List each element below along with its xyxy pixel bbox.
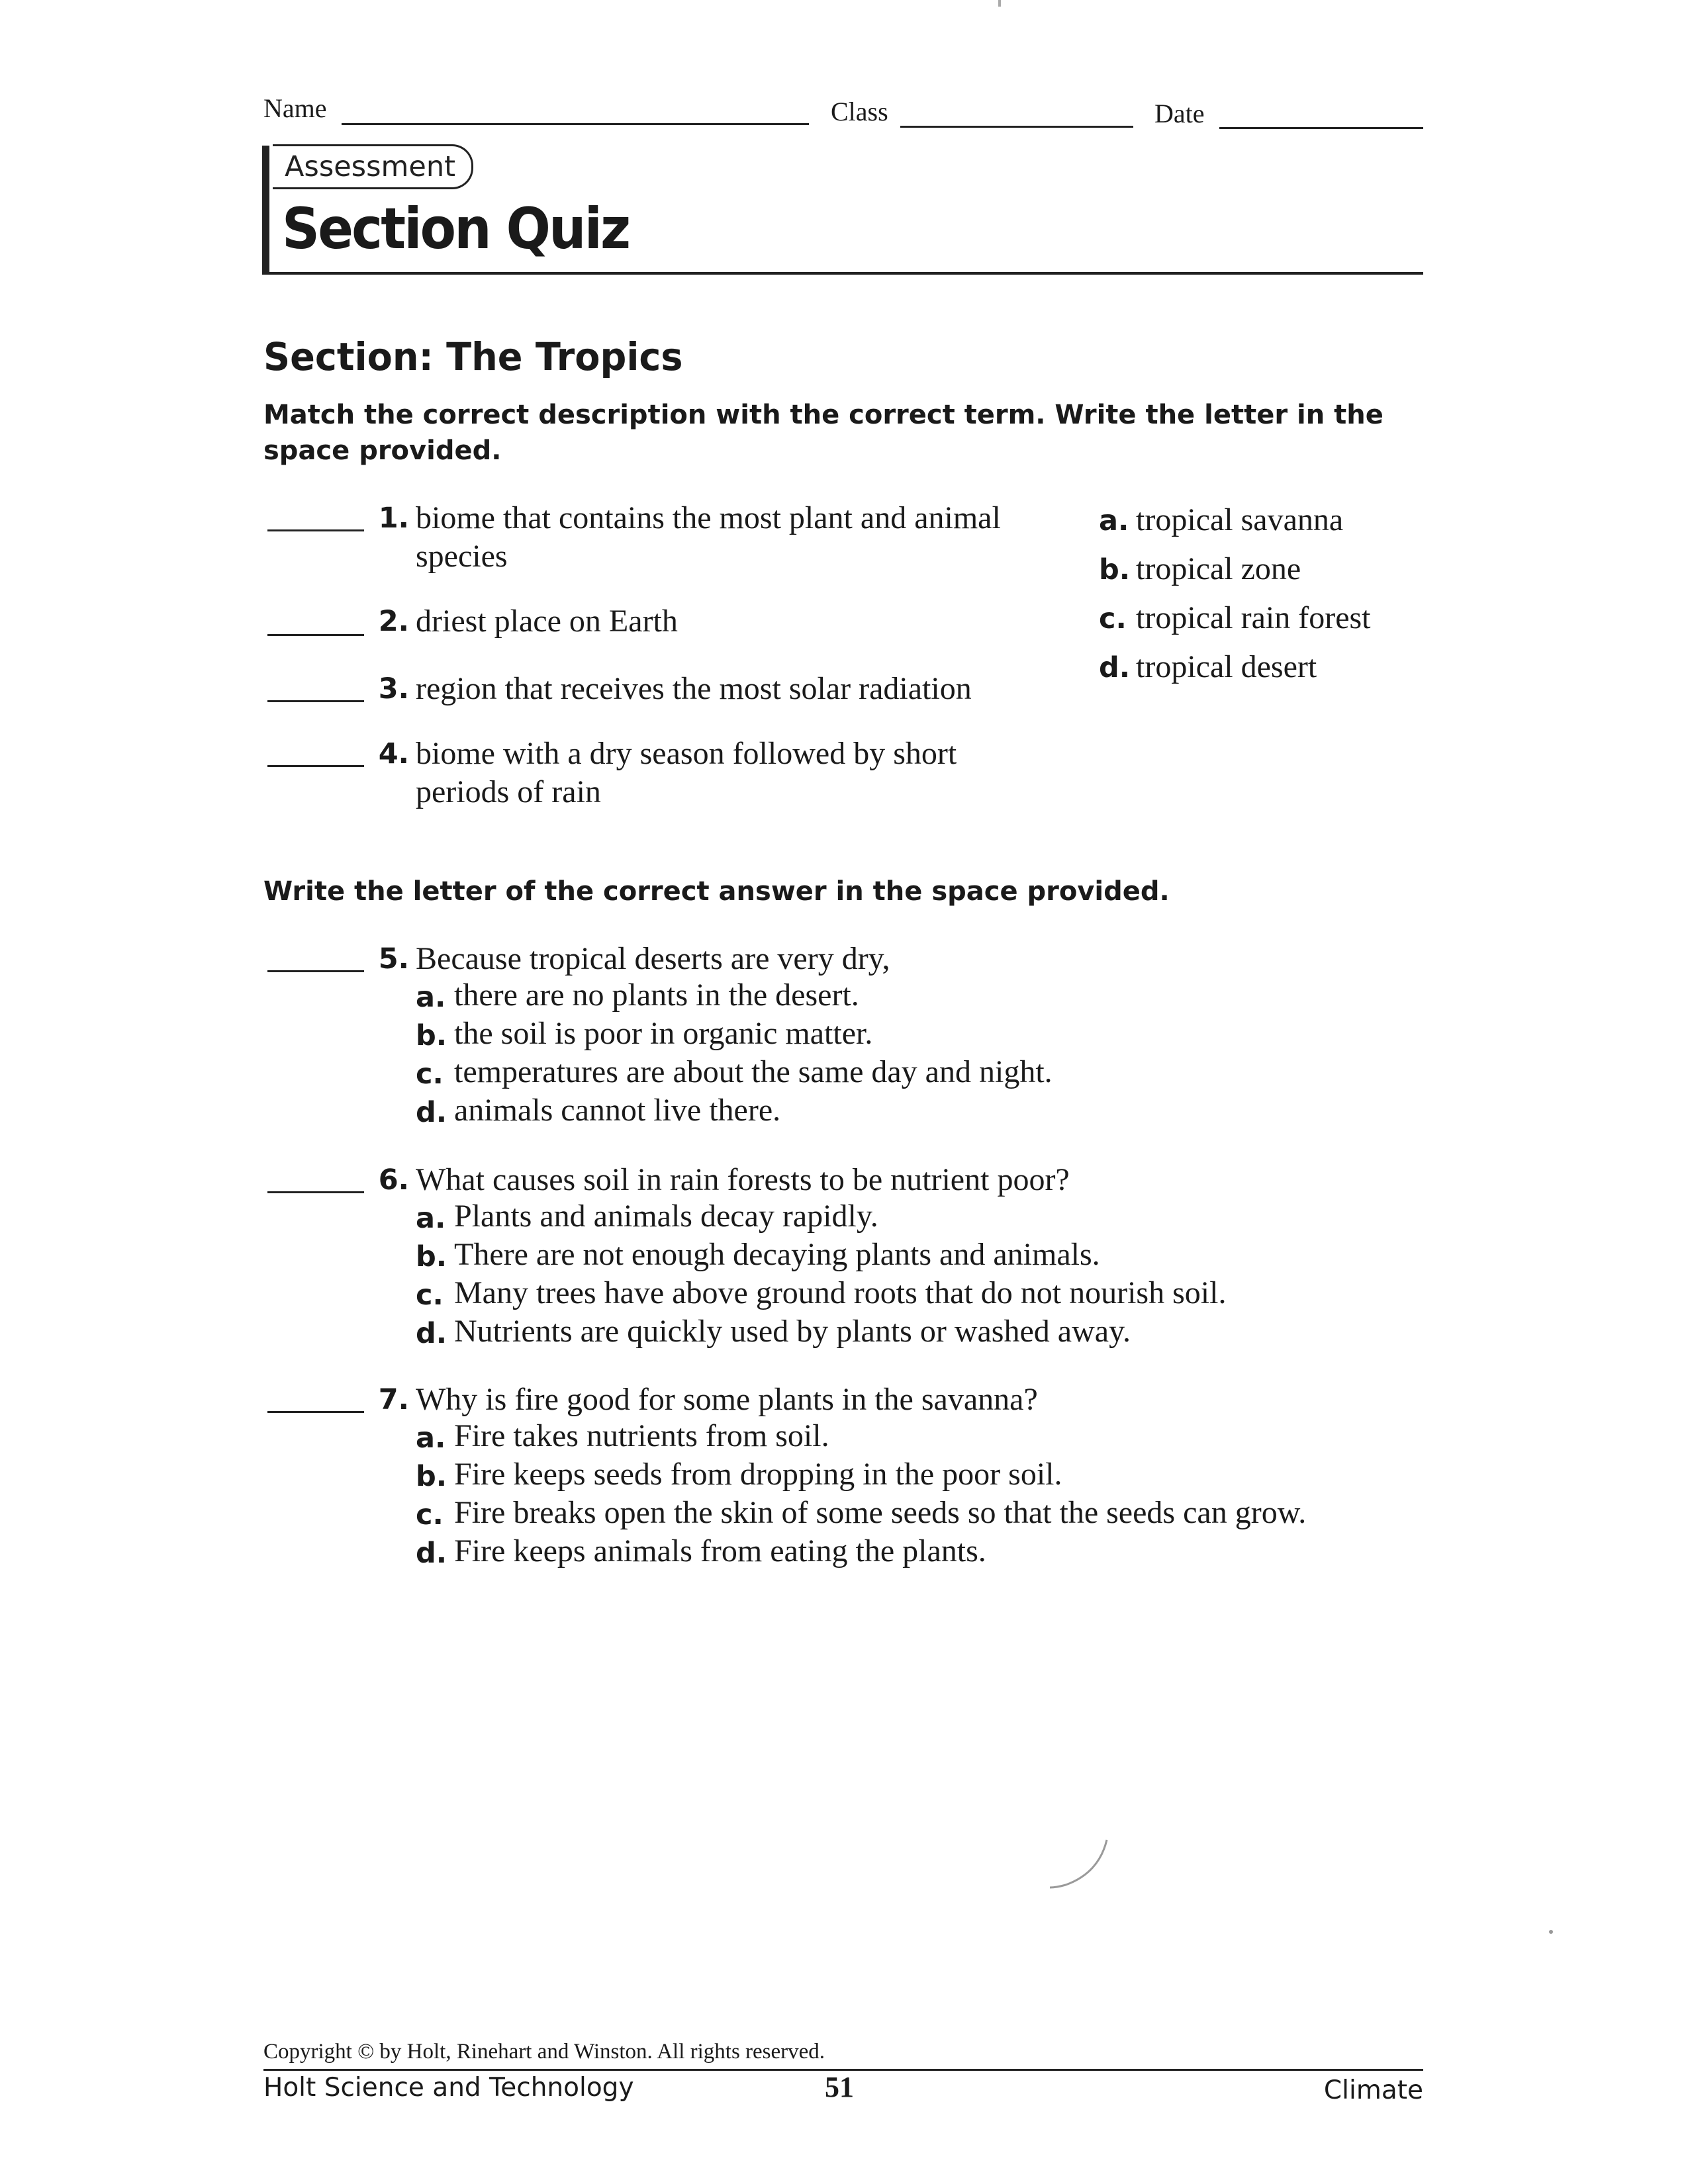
question-number: 7. [378,1383,409,1416]
option-text: the soil is poor in organic matter. [454,1016,873,1051]
assessment-tag: Assessment [273,144,473,189]
date-field[interactable] [1219,127,1423,129]
answer-blank-7[interactable] [267,1411,364,1413]
question-number: 2. [378,605,409,638]
class-label: Class [831,97,888,126]
option-text: Nutrients are quickly used by plants or washed away. [454,1314,1131,1349]
answer-blank-2[interactable] [267,634,364,636]
section-heading: Section: The Tropics [263,334,683,379]
option-text: Plants and animals decay rapidly. [454,1199,878,1234]
question-stem: Why is fire good for some plants in the savanna? [416,1382,1038,1417]
term-text: tropical desert [1136,649,1317,684]
option-letter: b. [416,1019,447,1052]
option-text: Many trees have above ground roots that do not nourish soil. [454,1275,1227,1310]
option-letter: c. [416,1058,444,1091]
answer-blank-6[interactable] [267,1191,364,1193]
option-letter: b. [416,1240,447,1273]
option-letter: a. [416,1422,446,1455]
question-number: 1. [378,502,409,535]
title-rule [262,272,1423,275]
dust-speck [998,0,1001,7]
question-number: 4. [378,737,409,770]
page-title: Section Quiz [282,196,630,262]
option-letter: d. [416,1096,447,1129]
class-field[interactable] [900,126,1133,128]
dust-speck [1549,1930,1553,1934]
option-text: There are not enough decaying plants and animals. [454,1237,1100,1272]
answer-blank-4[interactable] [267,765,364,767]
option-text: Fire takes nutrients from soil. [454,1418,829,1453]
option-text: there are no plants in the desert. [454,978,859,1013]
term-letter: d. [1099,651,1131,684]
question-number: 6. [378,1163,409,1197]
question-text: biome with a dry season followed by short periods of rain [416,736,957,809]
option-text: animals cannot live there. [454,1093,781,1128]
term-letter: a. [1099,504,1129,537]
question-number: 3. [378,672,409,705]
answer-blank-5[interactable] [267,970,364,972]
question-text: biome that contains the most plant and animal species [416,500,1001,574]
option-text: Fire breaks open the skin of some seeds so that the seeds can grow. [454,1495,1307,1530]
page-number: 51 [825,2071,854,2103]
option-text: Fire keeps animals from eating the plants. [454,1533,986,1569]
question-number: 5. [378,942,409,976]
question-stem: What causes soil in rain forests to be nutrient poor? [416,1162,1070,1197]
option-text: Fire keeps seeds from dropping in the poor soil. [454,1457,1062,1492]
option-letter: c. [416,1279,444,1312]
option-letter: d. [416,1537,447,1570]
publisher-name: Holt Science and Technology [263,2073,634,2103]
answer-blank-3[interactable] [267,700,364,702]
name-field[interactable] [342,123,809,125]
pencil-mark [1046,1833,1119,1906]
question-text: region that receives the most solar radiation [416,671,972,706]
option-letter: a. [416,1202,446,1235]
question-stem: Because tropical deserts are very dry, [416,941,890,976]
question-text: driest place on Earth [416,604,678,639]
chapter-name: Climate [1323,2075,1423,2105]
option-letter: b. [416,1460,447,1493]
option-text: temperatures are about the same day and night. [454,1054,1053,1089]
title-accent-bar [262,146,269,273]
term-text: tropical savanna [1136,502,1344,537]
option-letter: d. [416,1317,447,1350]
matching-instructions: Match the correct description with the correct term. Write the letter in the space provided. [263,400,1383,466]
term-letter: b. [1099,553,1131,586]
term-text: tropical zone [1136,551,1301,586]
option-letter: c. [416,1498,444,1531]
mc-instructions: Write the letter of the correct answer in the space provided. [263,876,1170,907]
term-text: tropical rain forest [1136,600,1371,635]
date-label: Date [1154,99,1205,128]
copyright-notice: Copyright © by Holt, Rinehart and Winston. All rights reserved. [263,2040,825,2064]
name-label: Name [263,93,327,123]
term-letter: c. [1099,602,1127,635]
answer-blank-1[interactable] [267,529,364,531]
option-letter: a. [416,981,446,1014]
